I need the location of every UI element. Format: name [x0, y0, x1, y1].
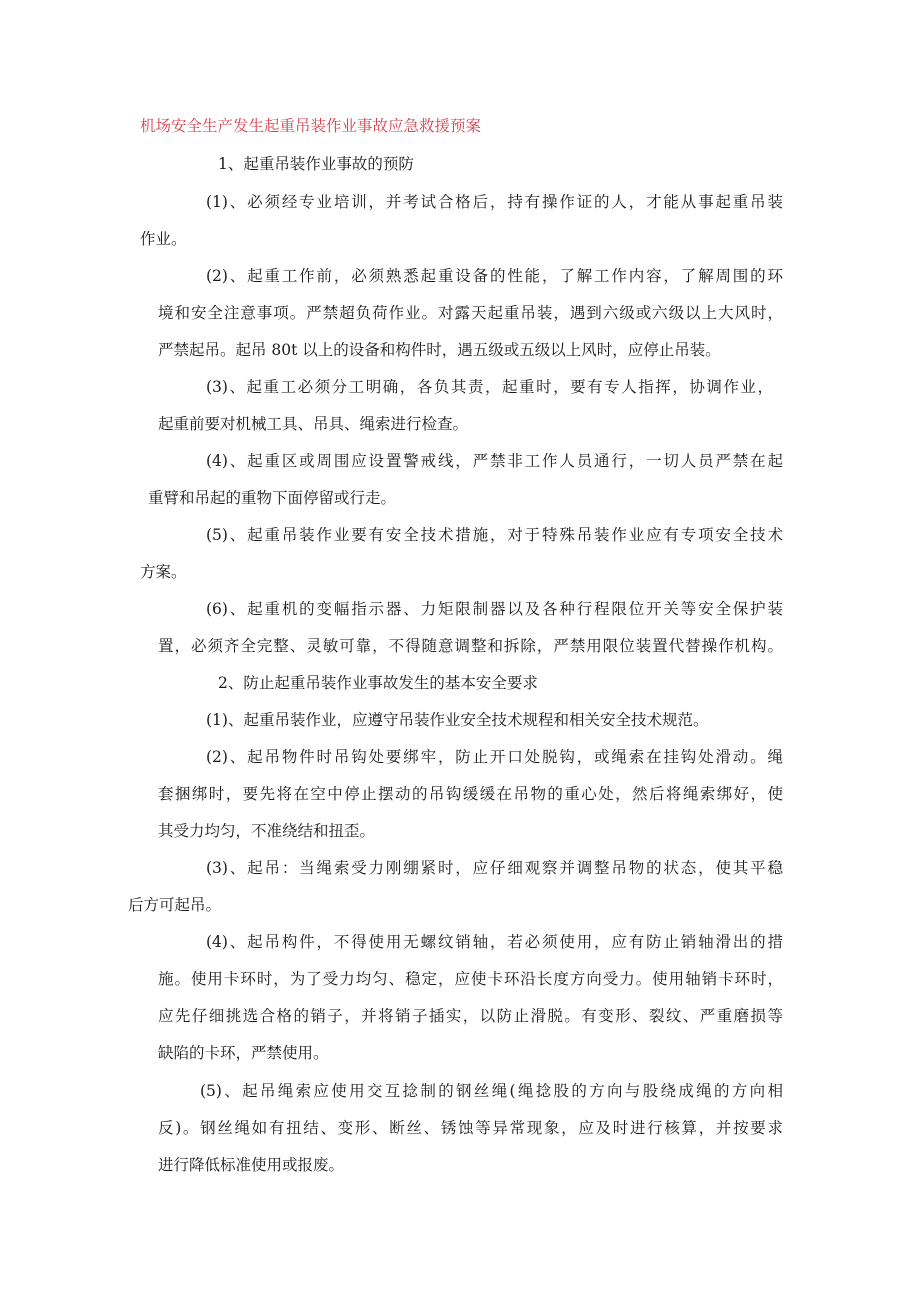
paragraph-line: (6)、起重机的变幅指示器、力矩限制器以及各种行程限位开关等安全保护装	[206, 600, 783, 618]
paragraph-line: (5)、起重吊装作业要有安全技术措施，对于特殊吊装作业应有专项安全技术	[206, 526, 783, 544]
paragraph-line: 严禁起吊。起吊 80t 以上的设备和构件时，遇五级或五级以上风时，应停止吊装。	[158, 341, 721, 359]
paragraph-line: 套捆绑时，要先将在空中停止摆动的吊钩缓缓在吊物的重心处，然后将绳索绑好，使	[158, 785, 783, 803]
paragraph-line: 置，必须齐全完整、灵敏可靠，不得随意调整和拆除，严禁用限位装置代替操作机构。	[158, 637, 783, 655]
paragraph-line: 后方可起吊。	[128, 896, 222, 914]
paragraph-line: 方案。	[140, 563, 187, 581]
paragraph-line: 进行降低标准使用或报废。	[158, 1156, 345, 1174]
paragraph-line: 1、起重吊装作业事故的预防	[218, 155, 414, 173]
paragraph-line: 反)。钢丝绳如有扭结、变形、断丝、锈蚀等异常现象，应及时进行核算，并按要求	[158, 1119, 783, 1137]
paragraph-line: (1)、起重吊装作业，应遵守吊装作业安全技术规程和相关安全技术规范。	[206, 711, 709, 729]
paragraph-line: (2)、起吊物件时吊钩处要绑牢，防止开口处脱钩，或绳索在挂钩处滑动。绳	[206, 748, 783, 766]
paragraph-line: (4)、起重区或周围应设置警戒线，严禁非工作人员通行，一切人员严禁在起	[206, 452, 783, 470]
paragraph-line: (3)、起吊：当绳索受力刚绷紧时，应仔细观察并调整吊物的状态，使其平稳	[206, 859, 783, 877]
paragraph-line: (3)、起重工必须分工明确，各负其责，起重时，要有专人指挥，协调作业，	[206, 378, 773, 396]
paragraph-line: 其受力均匀，不准绕结和扭歪。	[158, 822, 376, 840]
paragraph-line: (1)、必须经专业培训，并考试合格后，持有操作证的人，才能从事起重吊装	[206, 193, 783, 211]
paragraph-line: 起重前要对机械工具、吊具、绳索进行检查。	[158, 415, 469, 433]
paragraph-line: 2、防止起重吊装作业事故发生的基本安全要求	[218, 674, 538, 692]
paragraph-line: 作业。	[140, 230, 187, 248]
paragraph-line: 重臂和吊起的重物下面停留或行走。	[148, 489, 397, 507]
paragraph-line: (5)、起吊绳索应使用交互捻制的钢丝绳(绳捻股的方向与股绕成绳的方向相	[200, 1082, 783, 1100]
paragraph-line: (2)、起重工作前，必须熟悉起重设备的性能，了解工作内容，了解周围的环	[206, 267, 783, 285]
paragraph-line: (4)、起吊构件，不得使用无螺纹销轴，若必须使用，应有防止销轴滑出的措	[206, 933, 783, 951]
paragraph-line: 缺陷的卡环，严禁使用。	[158, 1044, 329, 1062]
document-title: 机场安全生产发生起重吊装作业事故应急救援预案	[140, 117, 482, 135]
paragraph-line: 境和安全注意事项。严禁超负荷作业。对露天起重吊装，遇到六级或六级以上大风时，	[158, 304, 783, 322]
paragraph-line: 施。使用卡环时，为了受力均匀、稳定，应使卡环沿长度方向受力。使用轴销卡环时，	[158, 970, 783, 988]
paragraph-line: 应先仔细挑选合格的销子，并将销子插实，以防止滑脱。有变形、裂纹、严重磨损等	[158, 1007, 783, 1025]
